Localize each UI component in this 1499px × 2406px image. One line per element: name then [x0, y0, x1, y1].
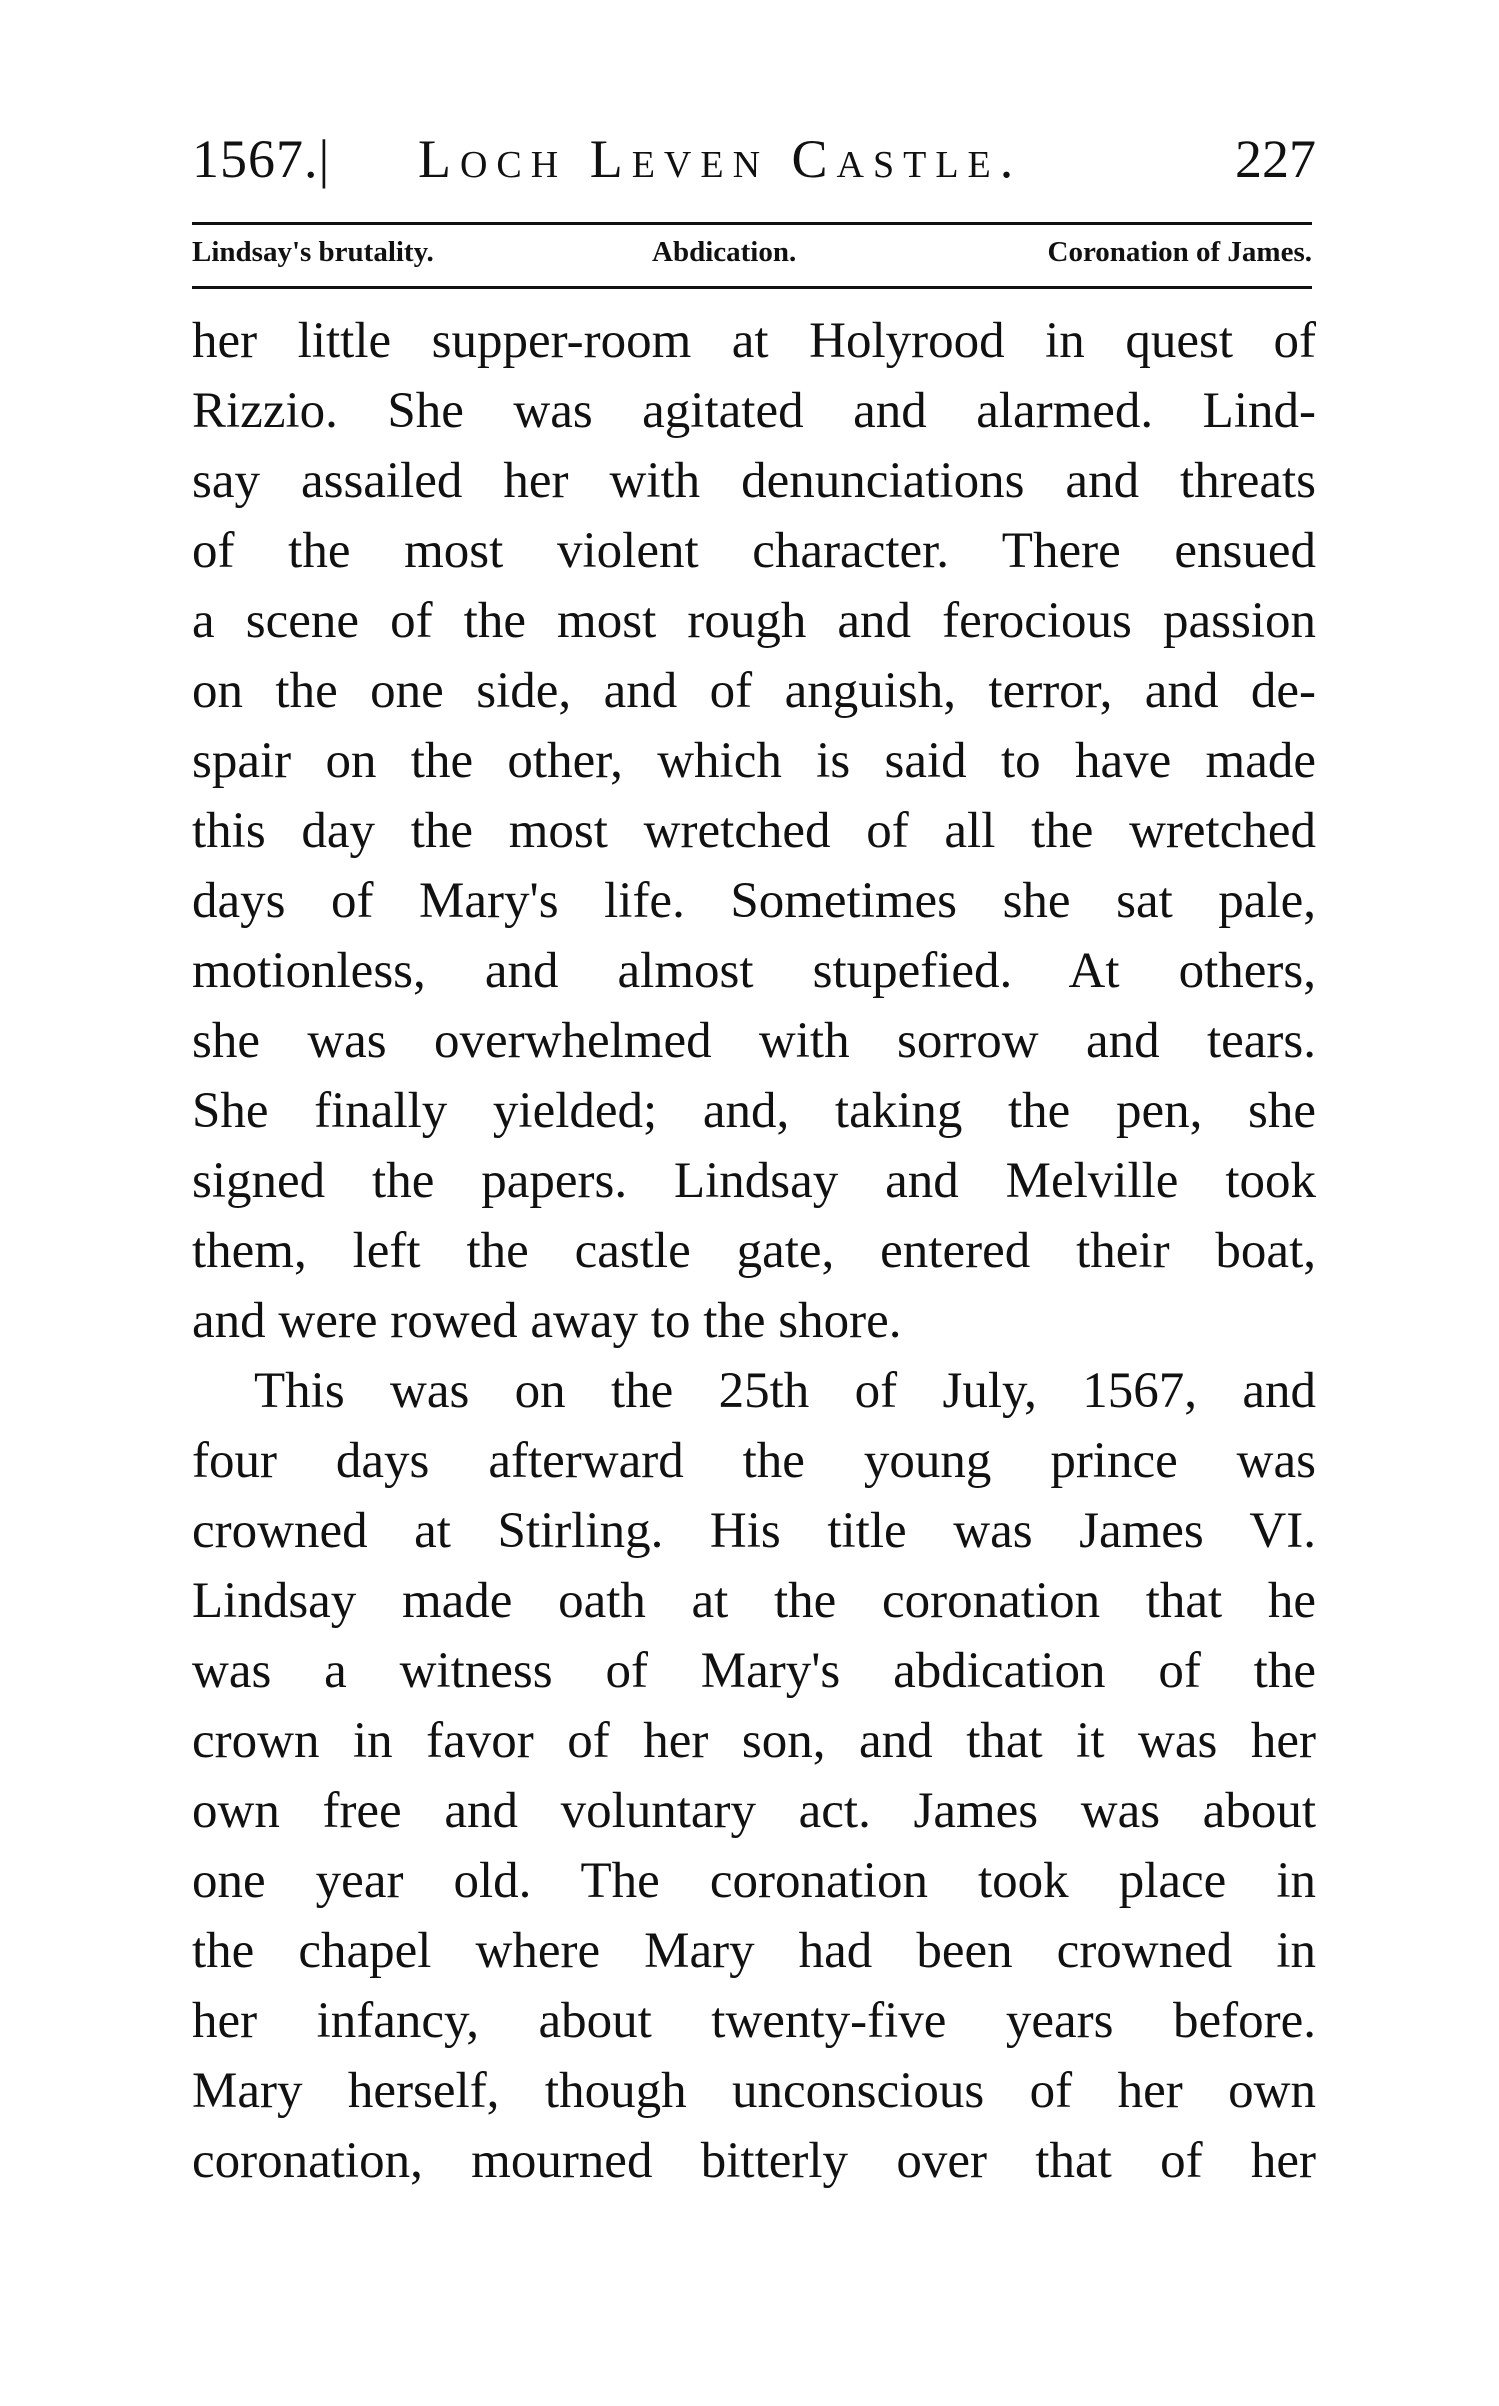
text-line: on the one side, and of anguish, terror, and de- — [192, 663, 1316, 719]
text-line: a scene of the most rough and ferocious passion — [192, 593, 1316, 649]
text-line: crown in favor of her son, and that it was her — [192, 1713, 1316, 1769]
page-number: 227 — [1235, 129, 1316, 189]
text-line: She finally yielded; and, taking the pen, she — [192, 1083, 1316, 1139]
section-subheads — [192, 236, 1312, 276]
text-line: this day the most wretched of all the wretched — [192, 803, 1316, 859]
text-line: of the most violent character. There ensued — [192, 523, 1316, 579]
header-rule-bottom — [192, 286, 1312, 289]
text-line: Mary herself, though unconscious of her own — [192, 2063, 1316, 2119]
text-line: This was on the 25th of July, 1567, and — [254, 1363, 1316, 1419]
text-line: Lindsay made oath at the coronation that he — [192, 1573, 1316, 1629]
text-line: say assailed her with denunciations and threats — [192, 453, 1316, 509]
text-line: her little supper-room at Holyrood in quest of — [192, 313, 1316, 369]
paragraph-1 — [192, 306, 1316, 1356]
text-line: the chapel where Mary had been crowned in — [192, 1923, 1316, 1979]
header-rule-top — [192, 222, 1312, 225]
text-line: spair on the other, which is said to have made — [192, 733, 1316, 789]
text-line: and were rowed away to the shore. — [192, 1293, 902, 1349]
body-text — [192, 306, 1316, 2196]
text-line: she was overwhelmed with sorrow and tears. — [192, 1013, 1316, 1069]
paragraph-2 — [192, 1356, 1316, 2196]
text-line: coronation, mourned bitterly over that of her — [192, 2133, 1316, 2189]
subhead-left: Lindsay's brutality. — [192, 236, 434, 268]
subhead-center: Abdication. — [652, 236, 797, 268]
text-line: Rizzio. She was agitated and alarmed. Lind- — [192, 383, 1316, 439]
text-line: crowned at Stirling. His title was James VI. — [192, 1503, 1316, 1559]
subhead-right: Coronation of James. — [1047, 236, 1312, 268]
text-line: signed the papers. Lindsay and Melville took — [192, 1153, 1316, 1209]
running-head — [192, 128, 1316, 198]
text-line: own free and voluntary act. James was about — [192, 1783, 1316, 1839]
text-line: four days afterward the young prince was — [192, 1433, 1316, 1489]
text-line: one year old. The coronation took place in — [192, 1853, 1316, 1909]
running-head-year: 1567.| — [192, 129, 331, 189]
text-line: motionless, and almost stupefied. At others, — [192, 943, 1316, 999]
text-line: was a witness of Mary's abdication of the — [192, 1643, 1316, 1699]
text-line: days of Mary's life. Sometimes she sat pale, — [192, 873, 1316, 929]
text-line: her infancy, about twenty-five years before. — [192, 1993, 1316, 2049]
running-head-title: Loch Leven Castle. — [418, 129, 1023, 189]
text-line: them, left the castle gate, entered their boat, — [192, 1223, 1316, 1279]
